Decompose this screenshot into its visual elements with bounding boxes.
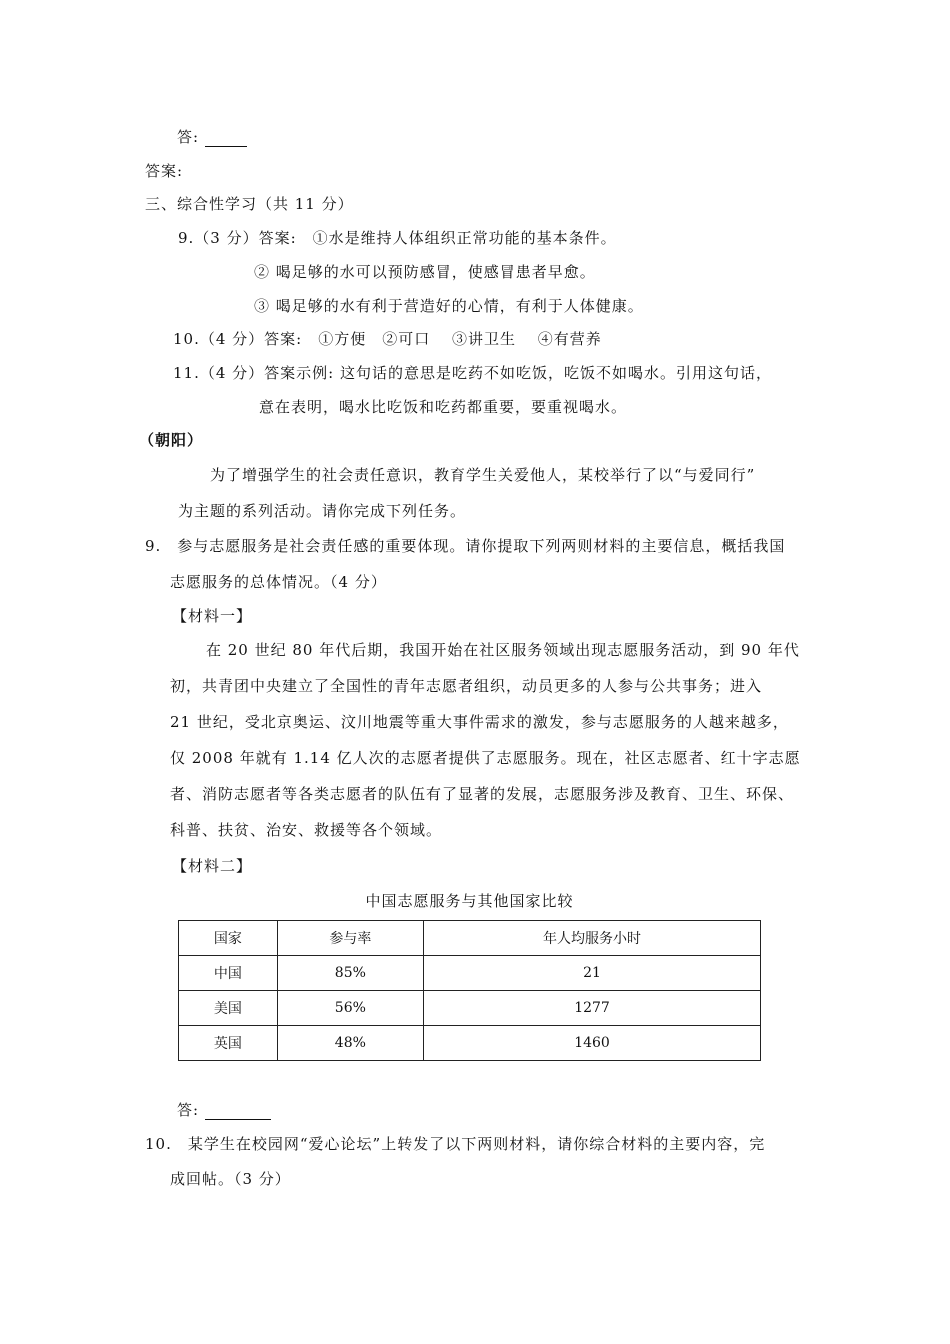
q9-answer-line3: ③ 喝足够的水有利于营造好的心情，有利于人体健康。 (254, 297, 644, 315)
table-cell: 中国 (179, 956, 278, 991)
table-header-row (179, 921, 761, 956)
material-one-line: 在 20 世纪 80 年代后期，我国开始在社区服务领域出现志愿服务活动，到 90 年代 (206, 641, 800, 659)
q9-answer-line1: 9.（3 分）答案: ①水是维持人体组织正常功能的基本条件。 (178, 229, 617, 247)
answer-label: 答: (177, 1101, 200, 1119)
intro-line2: 为主题的系列活动。请你完成下列任务。 (178, 502, 467, 520)
section-title: 三、综合性学习（共 11 分） (145, 195, 354, 213)
table-cell: 56% (277, 991, 423, 1026)
question-10-line1: 10. 某学生在校园网“爱心论坛”上转发了以下两则材料，请你综合材料的主要内容，完 (145, 1135, 766, 1153)
comparison-table (178, 920, 761, 1061)
q10-answer: 10.（4 分）答案: ①方便 ②可口 ③讲卫生 ④有营养 (173, 330, 602, 348)
material-one-line: 仅 2008 年就有 1.14 亿人次的志愿者提供了志愿服务。现在，社区志愿者、红十字志愿 (170, 749, 801, 767)
material-one-line: 初，共青团中央建立了全国性的青年志愿者组织，动员更多的人参与公共事务；进入 (170, 677, 763, 695)
q9-answer-line2: ② 喝足够的水可以预防感冒，使感冒患者早愈。 (254, 263, 596, 281)
material-one-line: 21 世纪，受北京奥运、汶川地震等重大事件需求的激发，参与志愿服务的人越来越多， (170, 713, 789, 731)
answer-line-q9 (177, 1100, 271, 1120)
region-tag: （朝阳） (139, 431, 204, 449)
answer-blank[interactable] (205, 130, 247, 147)
table-row (179, 1026, 761, 1061)
answer-heading: 答案: (145, 162, 184, 180)
table-cell: 1460 (424, 1026, 761, 1061)
material-one-label: 【材料一】 (172, 607, 253, 625)
table-caption: 中国志愿服务与其他国家比较 (365, 892, 574, 910)
table-header-cell: 国家 (179, 921, 278, 956)
question-9-line2: 志愿服务的总体情况。（4 分） (170, 573, 387, 591)
answer-blank[interactable] (205, 1103, 271, 1120)
table-cell: 英国 (179, 1026, 278, 1061)
table-row (179, 991, 761, 1026)
table-cell: 1277 (424, 991, 761, 1026)
table-cell: 48% (277, 1026, 423, 1061)
table-header-cell: 参与率 (277, 921, 423, 956)
q11-answer-line1: 11.（4 分）答案示例: 这句话的意思是吃药不如吃饭，吃饭不如喝水。引用这句话， (173, 364, 772, 382)
table-cell: 21 (424, 956, 761, 991)
intro-line1: 为了增强学生的社会责任意识，教育学生关爱他人，某校举行了以“与爱同行” (210, 466, 756, 484)
question-10-line2: 成回帖。（3 分） (170, 1170, 291, 1188)
table-cell: 85% (277, 956, 423, 991)
answer-line-top (177, 127, 247, 147)
material-one-line: 者、消防志愿者等各类志愿者的队伍有了显著的发展，志愿服务涉及教育、卫生、环保、 (170, 785, 795, 803)
material-one-line: 科普、扶贫、治安、救援等各个领域。 (170, 821, 443, 839)
table-row (179, 956, 761, 991)
table-header-cell: 年人均服务小时 (424, 921, 761, 956)
answer-label: 答: (177, 128, 200, 146)
table-cell: 美国 (179, 991, 278, 1026)
question-9-line1: 9. 参与志愿服务是社会责任感的重要体现。请你提取下列两则材料的主要信息，概括我国 (145, 537, 786, 555)
material-two-label: 【材料二】 (172, 857, 253, 875)
q11-answer-line2: 意在表明，喝水比吃饭和吃药都重要，要重视喝水。 (259, 398, 628, 416)
